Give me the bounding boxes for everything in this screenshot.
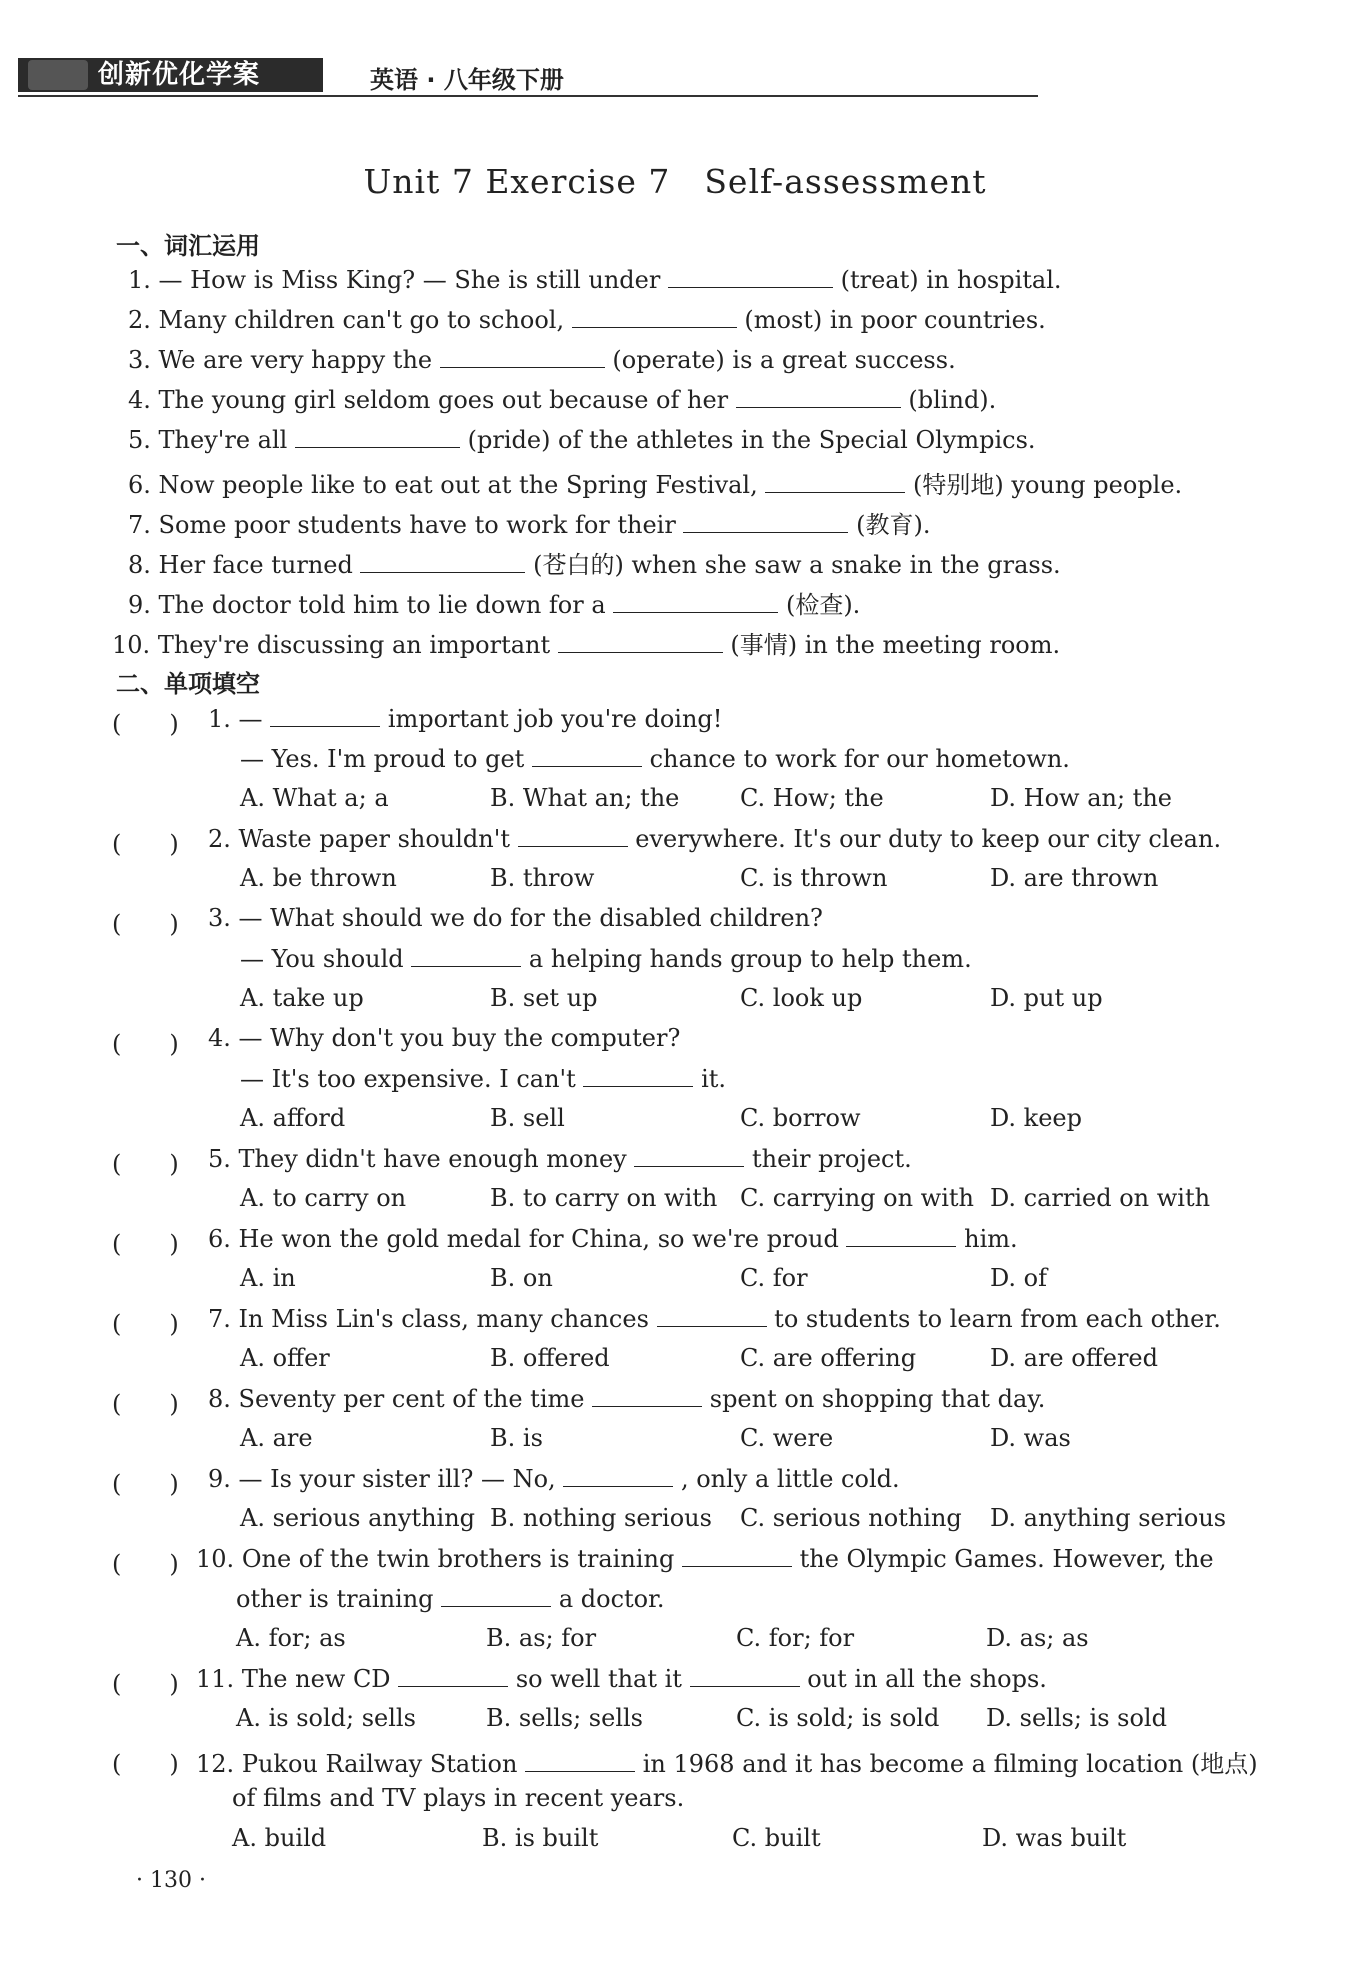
- option-b[interactable]: B. set up: [490, 984, 598, 1012]
- brand-name: 创新优化学案: [98, 60, 261, 90]
- option-d[interactable]: D. are offered: [990, 1344, 1158, 1372]
- answer-paren[interactable]: ( ): [112, 1390, 179, 1418]
- option-a[interactable]: A. serious anything: [240, 1504, 476, 1532]
- option-d[interactable]: D. was built: [982, 1824, 1127, 1852]
- option-c[interactable]: C. were: [740, 1424, 834, 1452]
- option-c[interactable]: C. is sold; is sold: [736, 1704, 940, 1732]
- option-d[interactable]: D. of: [990, 1264, 1047, 1292]
- answer-blank[interactable]: [525, 1749, 635, 1772]
- question-line: 4. — Why don't you buy the computer?: [208, 1024, 681, 1052]
- option-d[interactable]: D. was: [990, 1424, 1071, 1452]
- vocab-item: 4. The young girl seldom goes out because of her (blind).: [128, 386, 997, 414]
- answer-paren[interactable]: ( ): [112, 710, 179, 738]
- brand-banner: [18, 58, 323, 92]
- question-line: 12. Pukou Railway Station in 1968 and it has become a filming location (地点): [196, 1750, 1258, 1778]
- answer-blank[interactable]: [572, 305, 737, 328]
- question-line: 1. — important job you're doing!: [208, 705, 723, 733]
- answer-blank[interactable]: [668, 265, 833, 288]
- question-line: 9. — Is your sister ill? — No, , only a little cold.: [208, 1465, 900, 1493]
- answer-blank[interactable]: [398, 1664, 508, 1687]
- answer-paren[interactable]: ( ): [112, 1150, 179, 1178]
- option-a[interactable]: A. in: [240, 1264, 296, 1292]
- option-d[interactable]: D. carried on with: [990, 1184, 1211, 1212]
- answer-blank[interactable]: [360, 550, 525, 573]
- option-c[interactable]: C. How; the: [740, 784, 884, 812]
- question-line: — It's too expensive. I can't it.: [240, 1065, 727, 1093]
- option-c[interactable]: C. look up: [740, 984, 863, 1012]
- answer-blank[interactable]: [683, 510, 848, 533]
- question-line: 10. One of the twin brothers is training the Olympic Games. However, the: [196, 1545, 1214, 1573]
- header-divider: [18, 95, 1038, 97]
- option-a[interactable]: A. be thrown: [240, 864, 397, 892]
- answer-blank[interactable]: [440, 345, 605, 368]
- question-line: 6. He won the gold medal for China, so we're proud him.: [208, 1225, 1018, 1253]
- option-d[interactable]: D. as; as: [986, 1624, 1089, 1652]
- option-b[interactable]: B. nothing serious: [490, 1504, 712, 1532]
- question-line: other is training a doctor.: [236, 1585, 665, 1613]
- option-a[interactable]: A. What a; a: [240, 784, 389, 812]
- option-c[interactable]: C. for: [740, 1264, 808, 1292]
- answer-blank[interactable]: [613, 590, 778, 613]
- option-a[interactable]: A. offer: [240, 1344, 330, 1372]
- vocab-item: 1. — How is Miss King? — She is still under (treat) in hospital.: [128, 266, 1062, 294]
- answer-blank[interactable]: [765, 470, 905, 493]
- book-title: 英语 · 八年级下册: [370, 66, 564, 94]
- option-a[interactable]: A. afford: [240, 1104, 346, 1132]
- question-line: 5. They didn't have enough money their project.: [208, 1145, 912, 1173]
- option-c[interactable]: C. borrow: [740, 1104, 861, 1132]
- answer-blank[interactable]: [270, 704, 380, 727]
- answer-paren[interactable]: ( ): [112, 1030, 179, 1058]
- answer-blank[interactable]: [682, 1544, 792, 1567]
- vocab-item: 5. They're all (pride) of the athletes in the Special Olympics.: [128, 426, 1036, 454]
- answer-paren[interactable]: ( ): [112, 1230, 179, 1258]
- option-c[interactable]: C. carrying on with: [740, 1184, 974, 1212]
- option-b[interactable]: B. throw: [490, 864, 595, 892]
- question-line: of films and TV plays in recent years.: [232, 1784, 685, 1812]
- option-b[interactable]: B. What an; the: [490, 784, 680, 812]
- answer-blank[interactable]: [583, 1064, 693, 1087]
- answer-blank[interactable]: [846, 1224, 956, 1247]
- answer-blank[interactable]: [411, 944, 521, 967]
- answer-paren[interactable]: ( ): [112, 1470, 179, 1498]
- answer-paren[interactable]: ( ): [112, 1670, 179, 1698]
- answer-blank[interactable]: [657, 1304, 767, 1327]
- option-b[interactable]: B. sell: [490, 1104, 565, 1132]
- option-d[interactable]: D. keep: [990, 1104, 1082, 1132]
- option-a[interactable]: A. for; as: [236, 1624, 346, 1652]
- answer-paren[interactable]: ( ): [112, 1750, 179, 1778]
- option-b[interactable]: B. sells; sells: [486, 1704, 643, 1732]
- question-line: 7. In Miss Lin's class, many chances to students to learn from each other.: [208, 1305, 1221, 1333]
- option-a[interactable]: A. is sold; sells: [236, 1704, 416, 1732]
- question-line: — You should a helping hands group to help them.: [240, 945, 972, 973]
- option-d[interactable]: D. How an; the: [990, 784, 1172, 812]
- answer-blank[interactable]: [690, 1664, 800, 1687]
- option-b[interactable]: B. as; for: [486, 1624, 597, 1652]
- section-vocabulary-heading: 一、词汇运用: [116, 232, 260, 260]
- vocab-item: 2. Many children can't go to school, (most) in poor countries.: [128, 306, 1046, 334]
- option-b[interactable]: B. is built: [482, 1824, 599, 1852]
- question-line: 3. — What should we do for the disabled children?: [208, 904, 823, 932]
- question-line: 8. Seventy per cent of the time spent on shopping that day.: [208, 1385, 1046, 1413]
- question-line: 2. Waste paper shouldn't everywhere. It's our duty to keep our city clean.: [208, 825, 1222, 853]
- vocab-item: 3. We are very happy the (operate) is a great success.: [128, 346, 956, 374]
- option-a[interactable]: A. build: [232, 1824, 327, 1852]
- option-a[interactable]: A. to carry on: [240, 1184, 407, 1212]
- answer-blank[interactable]: [592, 1384, 702, 1407]
- page-title: Unit 7 Exercise 7 Self-assessment: [363, 162, 987, 201]
- answer-blank[interactable]: [634, 1144, 744, 1167]
- question-line: 11. The new CD so well that it out in all the shops.: [196, 1665, 1047, 1693]
- section-choice-heading: 二、单项填空: [116, 670, 260, 698]
- vocab-item: 8. Her face turned (苍白的) when she saw a snake in the grass.: [128, 551, 1061, 579]
- answer-paren[interactable]: ( ): [112, 910, 179, 938]
- option-c[interactable]: C. built: [732, 1824, 821, 1852]
- vocab-item: 7. Some poor students have to work for their (教育).: [128, 511, 931, 539]
- answer-blank[interactable]: [563, 1464, 673, 1487]
- answer-blank[interactable]: [532, 744, 642, 767]
- option-a[interactable]: A. take up: [240, 984, 364, 1012]
- answer-blank[interactable]: [558, 630, 723, 653]
- vocab-item: 10. They're discussing an important (事情) in the meeting room.: [112, 631, 1061, 659]
- option-b[interactable]: B. on: [490, 1264, 553, 1292]
- vocab-item: 9. The doctor told him to lie down for a (检查).: [128, 591, 861, 619]
- answer-blank[interactable]: [441, 1584, 551, 1607]
- option-d[interactable]: D. sells; is sold: [986, 1704, 1167, 1732]
- option-b[interactable]: B. is: [490, 1424, 543, 1452]
- option-b[interactable]: B. offered: [490, 1344, 610, 1372]
- option-d[interactable]: D. are thrown: [990, 864, 1159, 892]
- answer-blank[interactable]: [518, 824, 628, 847]
- answer-blank[interactable]: [295, 425, 460, 448]
- answer-paren[interactable]: ( ): [112, 830, 179, 858]
- option-c[interactable]: C. is thrown: [740, 864, 888, 892]
- question-line: — Yes. I'm proud to get chance to work for our hometown.: [240, 745, 1070, 773]
- option-c[interactable]: C. are offering: [740, 1344, 917, 1372]
- page-header: [18, 54, 1038, 98]
- option-d[interactable]: D. anything serious: [990, 1504, 1227, 1532]
- answer-blank[interactable]: [736, 385, 901, 408]
- option-c[interactable]: C. serious nothing: [740, 1504, 962, 1532]
- option-d[interactable]: D. put up: [990, 984, 1103, 1012]
- brand-logo-icon: [28, 60, 88, 90]
- vocab-item: 6. Now people like to eat out at the Spring Festival, (特别地) young people.: [128, 471, 1183, 499]
- option-b[interactable]: B. to carry on with: [490, 1184, 718, 1212]
- option-c[interactable]: C. for; for: [736, 1624, 855, 1652]
- option-a[interactable]: A. are: [240, 1424, 313, 1452]
- answer-paren[interactable]: ( ): [112, 1310, 179, 1338]
- page-number: · 130 ·: [136, 1868, 206, 1893]
- answer-paren[interactable]: ( ): [112, 1550, 179, 1578]
